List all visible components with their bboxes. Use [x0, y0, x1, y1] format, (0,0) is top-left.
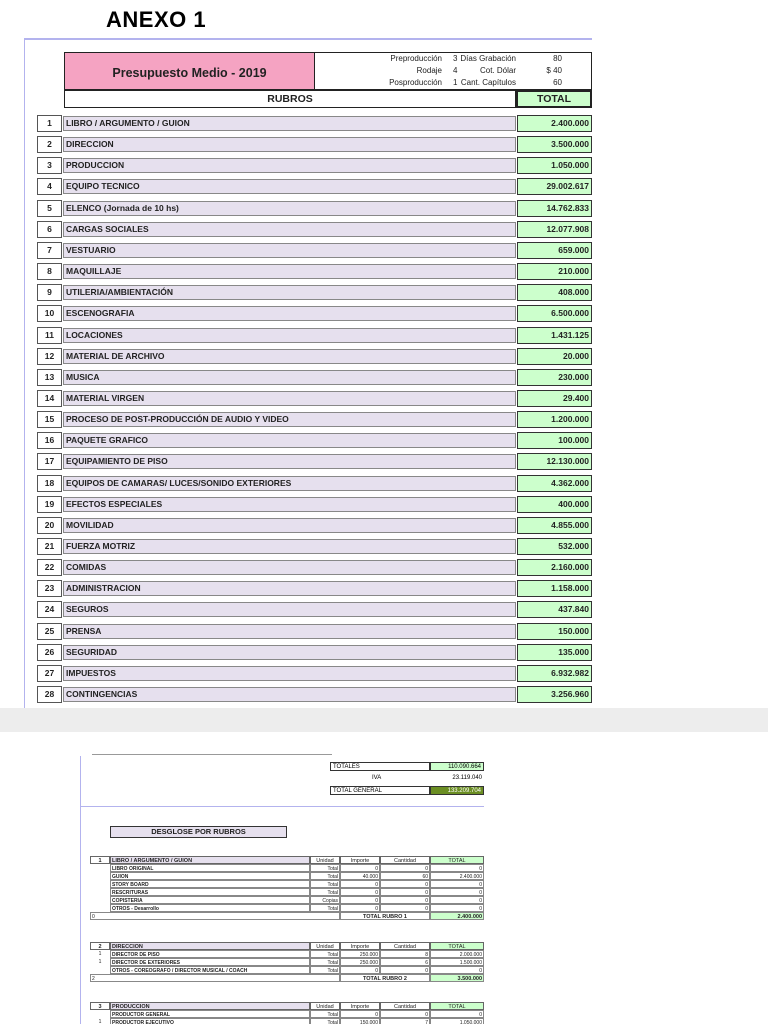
rubro-total: 1.158.000: [517, 580, 592, 597]
item-importe: 0: [340, 1010, 380, 1018]
rubro-number: 8: [37, 263, 62, 280]
item-name: DIRECTOR DE PISO: [110, 950, 310, 958]
item-total: 0: [430, 864, 484, 872]
item-name: COPISTERIA: [110, 896, 310, 904]
section-title: DIRECCION: [110, 942, 310, 950]
item-total: 0: [430, 904, 484, 912]
rubro-number: 4: [37, 178, 62, 195]
rubro-total: 400.000: [517, 496, 592, 513]
item-cantidad: 60: [380, 872, 430, 880]
rubro-total: 29.002.617: [517, 178, 592, 195]
rubro-total: 2.400.000: [517, 115, 592, 132]
rubro-label: MOVILIDAD: [63, 518, 516, 533]
param-value: 3: [453, 54, 458, 63]
section-rule: [80, 806, 484, 807]
item-importe: 250.000: [340, 958, 380, 966]
rubro-label: MAQUILLAJE: [63, 264, 516, 279]
param-label: Rodaje: [416, 66, 442, 75]
section-header: [90, 1002, 484, 1010]
desglose-item: [90, 864, 484, 872]
section-header: [90, 942, 484, 950]
item-unidad: Total: [310, 904, 340, 912]
rubro-total: 4.855.000: [517, 517, 592, 534]
iva-value: 23.119.040: [452, 775, 482, 781]
footer-index: 2: [90, 974, 340, 982]
left-rule: [80, 756, 81, 1024]
item-index: [90, 966, 110, 974]
param-value: $ 40: [546, 66, 562, 75]
item-cantidad: 0: [380, 864, 430, 872]
item-cantidad: 0: [380, 880, 430, 888]
rubro-number: 1: [37, 115, 62, 132]
item-importe: 0: [340, 904, 380, 912]
item-cantidad: 0: [380, 904, 430, 912]
item-unidad: Total: [310, 1018, 340, 1024]
item-importe: 250.000: [340, 950, 380, 958]
item-index: 1: [98, 951, 102, 957]
item-importe: 0: [340, 966, 380, 974]
item-unidad: Total: [310, 888, 340, 896]
rubro-number: 25: [37, 623, 62, 640]
item-index: [90, 896, 110, 904]
item-cantidad: 0: [380, 966, 430, 974]
rubro-label: EQUIPAMIENTO DE PISO: [63, 454, 516, 469]
total-general-label: TOTAL GENERAL: [330, 786, 430, 795]
rubro-label: ADMINISTRACION: [63, 581, 516, 596]
rubro-number: 6: [37, 221, 62, 238]
rubro-total: 1.200.000: [517, 411, 592, 428]
rubro-total: 12.077.908: [517, 221, 592, 238]
rubro-number: 28: [37, 686, 62, 703]
rubro-row: [37, 263, 593, 280]
desglose-item: [90, 1010, 484, 1018]
desglose-item: [90, 904, 484, 912]
col-total: TOTAL: [430, 856, 484, 864]
rubro-total: 20.000: [517, 348, 592, 365]
item-unidad: Total: [310, 958, 340, 966]
rubro-label: CONTINGENCIAS: [63, 687, 516, 702]
param-label: Posproducción: [389, 78, 442, 87]
rubro-total: 659.000: [517, 242, 592, 259]
rubro-number: 19: [37, 496, 62, 513]
rubro-row: [37, 284, 593, 301]
param-value: 4: [453, 66, 458, 75]
rubro-label: PROCESO DE POST-PRODUCCIÓN DE AUDIO Y VIDEO: [63, 412, 516, 427]
item-total: 2.400.000: [430, 872, 484, 880]
item-total: 0: [430, 880, 484, 888]
item-unidad: Copias: [310, 896, 340, 904]
item-unidad: Total: [310, 950, 340, 958]
rubro-number: 7: [37, 242, 62, 259]
item-cantidad: 0: [380, 1010, 430, 1018]
rubro-label: IMPUESTOS: [63, 666, 516, 681]
desglose-item: [90, 872, 484, 880]
rubro-label: ESCENOGRAFIA: [63, 306, 516, 321]
rubro-number: 2: [37, 136, 62, 153]
col-cantidad: Cantidad: [380, 856, 430, 864]
rubro-total: 230.000: [517, 369, 592, 386]
rubro-number: 27: [37, 665, 62, 682]
total-header: TOTAL: [516, 90, 592, 108]
item-importe: 0: [340, 896, 380, 904]
rubro-total: 2.160.000: [517, 559, 592, 576]
col-total: TOTAL: [430, 942, 484, 950]
col-unidad: Unidad: [310, 942, 340, 950]
footer-label: TOTAL RUBRO 2: [340, 974, 430, 982]
item-name: OTROS - Desarrollo: [110, 904, 310, 912]
item-name: OTROS - COREOGRAFO / DIRECTOR MUSICAL / COACH: [110, 966, 310, 974]
item-name: LIBRO ORIGINAL: [110, 864, 310, 872]
rubro-total: 6.500.000: [517, 305, 592, 322]
rubro-total: 6.932.982: [517, 665, 592, 682]
item-total: 0: [430, 1010, 484, 1018]
top-rule: [24, 38, 592, 40]
param-label: Cant. Capítulos: [460, 78, 516, 87]
budget-header: [64, 52, 592, 108]
top-rule: [92, 754, 332, 755]
rubro-number: 16: [37, 432, 62, 449]
rubro-total: 4.362.000: [517, 475, 592, 492]
desglose-item: [90, 950, 484, 958]
item-name: STORY BOARD: [110, 880, 310, 888]
item-cantidad: 7: [380, 1018, 430, 1024]
rubro-total: 14.762.833: [517, 200, 592, 217]
rubro-label: SEGURIDAD: [63, 645, 516, 660]
budget-label: Presupuesto Medio - 2019: [64, 52, 315, 90]
desglose-item: [90, 1018, 484, 1024]
rubro-row: [37, 453, 593, 470]
col-cantidad: Cantidad: [380, 942, 430, 950]
rubro-total: 150.000: [517, 623, 592, 640]
rubro-total: 3.500.000: [517, 136, 592, 153]
item-importe: 0: [340, 864, 380, 872]
item-index: [90, 904, 110, 912]
rubro-number: 24: [37, 601, 62, 618]
rubro-number: 23: [37, 580, 62, 597]
item-unidad: Total: [310, 1010, 340, 1018]
page-gap: [0, 708, 768, 732]
col-importe: Importe: [340, 856, 380, 864]
rubro-row: [37, 644, 593, 661]
rubro-row: [37, 348, 593, 365]
col-total: TOTAL: [430, 1002, 484, 1010]
item-name: GUION: [110, 872, 310, 880]
section-title: PRODUCCION: [110, 1002, 310, 1010]
rubro-number: 13: [37, 369, 62, 386]
footer-total: 2.400.000: [430, 912, 484, 920]
rubro-row: [37, 221, 593, 238]
item-cantidad: 8: [380, 950, 430, 958]
rubro-number: 22: [37, 559, 62, 576]
rubro-row: [37, 623, 593, 640]
rubro-row: [37, 580, 593, 597]
rubro-row: [37, 496, 593, 513]
rubro-label: UTILERIA/AMBIENTACIÓN: [63, 285, 516, 300]
totales-label: TOTALES: [330, 762, 430, 771]
item-unidad: Total: [310, 864, 340, 872]
desglose-item: [90, 958, 484, 966]
rubro-row: [37, 136, 593, 153]
section-title: LIBRO / ARGUMENTO / GUION: [110, 856, 310, 864]
rubro-row: [37, 178, 593, 195]
desglose-item: [90, 880, 484, 888]
totales-value: 110.090.664: [430, 762, 484, 771]
param-value: 80: [553, 54, 562, 63]
footer-label: TOTAL RUBRO 1: [340, 912, 430, 920]
rubro-total: 135.000: [517, 644, 592, 661]
section-number: 1: [90, 856, 110, 864]
document-title: ANEXO 1: [106, 7, 207, 32]
rubro-number: 21: [37, 538, 62, 555]
item-name: DIRECTOR DE EXTERIORES: [110, 958, 310, 966]
rubro-number: 3: [37, 157, 62, 174]
item-unidad: Total: [310, 966, 340, 974]
col-unidad: Unidad: [310, 856, 340, 864]
rubro-label: LOCACIONES: [63, 328, 516, 343]
rubro-label: FUERZA MOTRIZ: [63, 539, 516, 554]
item-cantidad: 0: [380, 896, 430, 904]
item-unidad: Total: [310, 872, 340, 880]
rubro-label: SEGUROS: [63, 602, 516, 617]
rubro-row: [37, 242, 593, 259]
rubro-row: [37, 538, 593, 555]
desglose-item: [90, 896, 484, 904]
item-cantidad: 6: [380, 958, 430, 966]
section-header: [90, 856, 484, 864]
rubro-label: EQUIPO TECNICO: [63, 179, 516, 194]
param-label: Preproducción: [390, 54, 442, 63]
rubro-row: [37, 601, 593, 618]
rubro-total: 100.000: [517, 432, 592, 449]
item-total: 0: [430, 896, 484, 904]
rubro-label: PAQUETE GRAFICO: [63, 433, 516, 448]
rubro-number: 5: [37, 200, 62, 217]
rubro-total: 1.050.000: [517, 157, 592, 174]
item-total: 0: [430, 966, 484, 974]
item-index: [90, 888, 110, 896]
item-total: 1.500.000: [430, 958, 484, 966]
item-unidad: Total: [310, 880, 340, 888]
rubro-row: [37, 157, 593, 174]
rubro-row: [37, 559, 593, 576]
rubro-row: [37, 369, 593, 386]
rubro-row: [37, 411, 593, 428]
item-total: 0: [430, 888, 484, 896]
rubro-row: [37, 432, 593, 449]
item-name: RESCRITURAS: [110, 888, 310, 896]
item-total: 2.000.000: [430, 950, 484, 958]
desglose-title: DESGLOSE POR RUBROS: [110, 826, 287, 838]
rubro-label: CARGAS SOCIALES: [63, 222, 516, 237]
section-footer: [90, 912, 484, 920]
iva-label: IVA: [372, 775, 382, 781]
rubro-label: EFECTOS ESPECIALES: [63, 497, 516, 512]
rubro-label: VESTUARIO: [63, 243, 516, 258]
item-cantidad: 0: [380, 888, 430, 896]
section-number: 3: [90, 1002, 110, 1010]
desglose-item: [90, 966, 484, 974]
rubro-total: 210.000: [517, 263, 592, 280]
col-unidad: Unidad: [310, 1002, 340, 1010]
param-row: [315, 65, 592, 77]
rubro-label: DIRECCION: [63, 137, 516, 152]
page-2: [0, 732, 768, 1024]
item-importe: 0: [340, 880, 380, 888]
rubro-label: EQUIPOS DE CAMARAS/ LUCES/SONIDO EXTERIORES: [63, 476, 516, 491]
rubro-number: 10: [37, 305, 62, 322]
rubro-row: [37, 475, 593, 492]
item-importe: 40.000: [340, 872, 380, 880]
rubro-label: MATERIAL VIRGEN: [63, 391, 516, 406]
rubro-label: ELENCO (Jornada de 10 hs): [63, 201, 516, 216]
rubro-number: 15: [37, 411, 62, 428]
item-importe: 150.000: [340, 1018, 380, 1024]
rubro-row: [37, 686, 593, 703]
rubros-header: RUBROS: [64, 90, 516, 108]
total-general-value: 133.209.704: [430, 786, 484, 795]
rubro-label: MATERIAL DE ARCHIVO: [63, 349, 516, 364]
rubro-number: 9: [37, 284, 62, 301]
item-index: [90, 872, 110, 880]
section-footer: [90, 974, 484, 982]
rubro-label: MUSICA: [63, 370, 516, 385]
desglose-item: [90, 888, 484, 896]
param-value: 60: [553, 78, 562, 87]
rubro-total: 29.400: [517, 390, 592, 407]
param-row: [315, 53, 592, 65]
param-label: Cot. Dólar: [479, 66, 516, 75]
rubro-row: [37, 327, 593, 344]
item-index: [90, 880, 110, 888]
rubro-total: 437.840: [517, 601, 592, 618]
item-name: PRODUCTOR GENERAL: [110, 1010, 310, 1018]
rubro-total: 408.000: [517, 284, 592, 301]
col-cantidad: Cantidad: [380, 1002, 430, 1010]
rubro-total: 3.256.960: [517, 686, 592, 703]
item-index: 1: [98, 959, 102, 965]
rubro-label: PRODUCCION: [63, 158, 516, 173]
rubro-label: LIBRO / ARGUMENTO / GUION: [63, 116, 516, 131]
rubro-total: 1.431.125: [517, 327, 592, 344]
rubro-total: 12.130.000: [517, 453, 592, 470]
rubro-row: [37, 200, 593, 217]
col-importe: Importe: [340, 942, 380, 950]
rubro-row: [37, 115, 593, 132]
param-label: Días Grabación: [460, 54, 516, 63]
rubro-number: 18: [37, 475, 62, 492]
left-rule: [24, 38, 25, 708]
rubro-total: 532.000: [517, 538, 592, 555]
param-value: 1: [453, 78, 458, 87]
section-number: 2: [90, 942, 110, 950]
rubro-label: COMIDAS: [63, 560, 516, 575]
rubro-row: [37, 665, 593, 682]
rubro-number: 26: [37, 644, 62, 661]
item-index: 1: [98, 1019, 102, 1024]
rubro-row: [37, 305, 593, 322]
rubro-row: [37, 517, 593, 534]
footer-total: 3.500.000: [430, 974, 484, 982]
rubro-label: PRENSA: [63, 624, 516, 639]
footer-index: 0: [90, 912, 340, 920]
rubro-number: 20: [37, 517, 62, 534]
rubro-number: 14: [37, 390, 62, 407]
param-row: [315, 77, 592, 89]
col-importe: Importe: [340, 1002, 380, 1010]
rubro-number: 17: [37, 453, 62, 470]
item-index: [90, 864, 110, 872]
rubro-row: [37, 390, 593, 407]
parameters-block: [315, 52, 592, 90]
rubro-number: 11: [37, 327, 62, 344]
item-name: PRODUCTOR EJECUTIVO: [110, 1018, 310, 1024]
item-importe: 0: [340, 888, 380, 896]
item-total: 1.050.000: [430, 1018, 484, 1024]
rubro-number: 12: [37, 348, 62, 365]
item-index: [90, 1010, 110, 1018]
